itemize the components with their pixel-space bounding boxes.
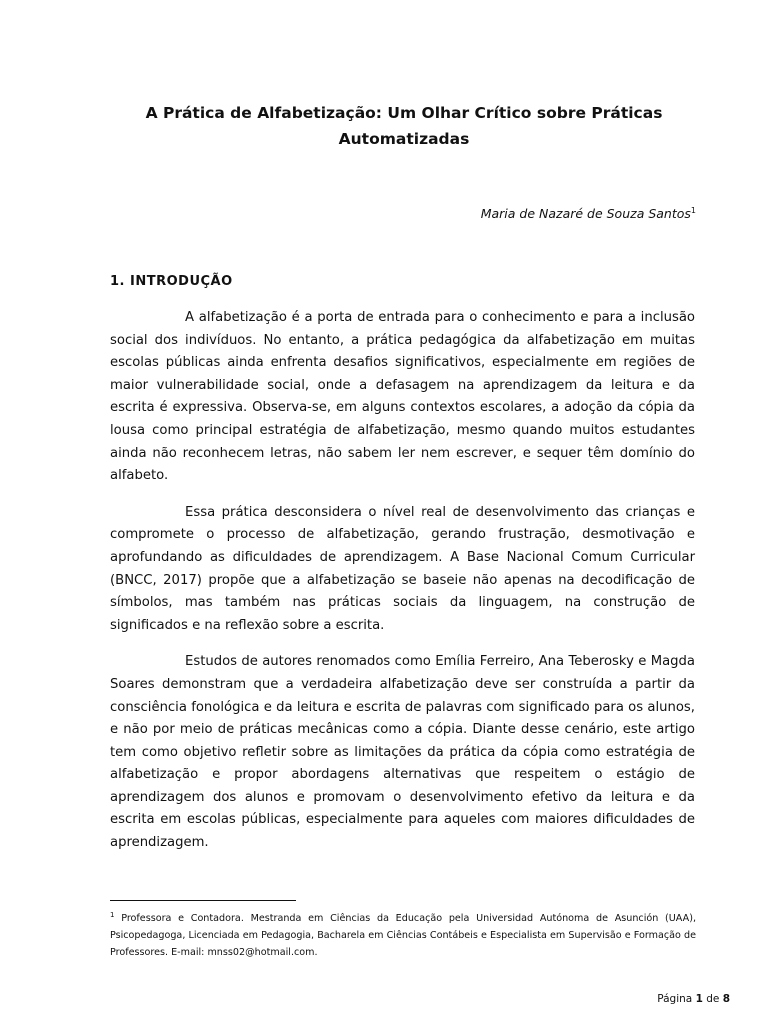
author-line <box>481 206 696 221</box>
body-text <box>110 307 695 869</box>
author-name: Maria de Nazaré de Souza Santos <box>480 206 691 222</box>
paragraph: Essa prática desconsidera o nível real de desenvolvimento das crianças e compromete o processo de alfabetização, gerando frustração, desmotivação e aprofundando as dificuldades de aprendizagem. A Base Nacional Comum Curricular (BNCC, 2017) propõe que a alfabetização se baseie não apenas na decodificação de símbolos, mas também nas práticas sociais da linguagem, na construção de significados e na reflexão sobre a escrita. <box>110 504 695 633</box>
paragraph: Estudos de autores renomados como Emília Ferreiro, Ana Teberosky e Magda Soares demonstram que a verdadeira alfabetização deve ser construída a partir da consciência fonológica e da leitura e escrita de palavras com significado para os alunos, e não por meio de práticas mecânicas como a cópia. Diante desse cenário, este artigo tem como objetivo refletir sobre as limitações da prática da cópia como estratégia de alfabetização e propor abordagens alternativas que respeitem o estágio de aprendizagem dos alunos e promovam o desenvolvimento efetivo da leitura e da escrita em escolas públicas, especialmente para aqueles com maiores dificuldades de aprendizagem. <box>110 654 695 851</box>
paragraph: A alfabetização é a porta de entrada para o conhecimento e para a inclusão social dos indivíduos. No entanto, a prática pedagógica da alfabetização em muitas escolas públicas ainda enfrenta desafios significativos, especialmente em regiões de maior vulnerabilidade social, onde a defasagem na aprendizagem da leitura e da escrita é expressiva. Observa-se, em alguns contextos escolares, a adoção da cópia da lousa como principal estratégia de alfabetização, mesmo quando muitos estudantes ainda não reconhecem letras, não sabem ler nem escrever, e sequer têm domínio do alfabeto. <box>110 310 695 484</box>
page-separator: de <box>706 993 720 1005</box>
footnote-text: Professora e Contadora. Mestranda em Ciências da Educação pela Universidad Autónoma de Asunción (UAA), Psicopedagoga, Licenciada em Pedagogia, Bacharela em Ciências Contábeis e Especialista em Supervisão e Formação de Professores. E-mail: mnss02@hotmail.com. <box>110 913 696 959</box>
document-title: A Prática de Alfabetização: Um Olhar Crítico sobre Práticas Automatizadas <box>145 104 663 148</box>
footnote-marker: 1 <box>110 911 115 919</box>
author-footnote-marker: 1 <box>690 206 696 215</box>
total-pages: 8 <box>722 993 730 1005</box>
footnote <box>110 907 696 961</box>
current-page: 1 <box>695 993 703 1005</box>
footnote-divider <box>110 900 296 901</box>
section-heading: 1. INTRODUÇÃO <box>110 274 233 289</box>
page-number <box>657 993 730 1005</box>
page-label: Página <box>657 993 693 1005</box>
